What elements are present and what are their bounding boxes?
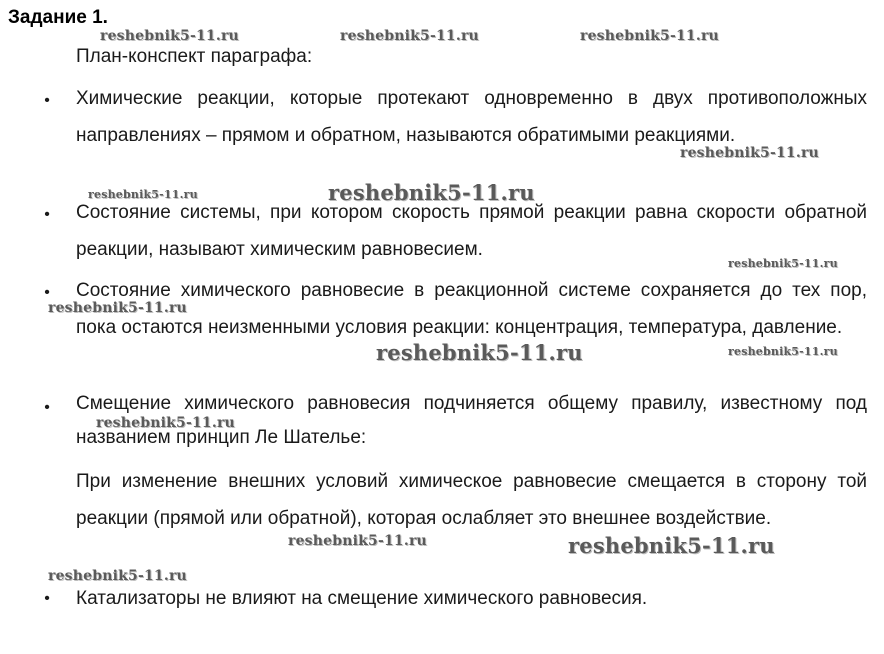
list-item: Состояние системы, при котором скорость прямой реакции равна скорости обратной реакции, называют химическим равновесием. [76, 202, 867, 260]
watermark: reshebnik5-11.ru [568, 533, 775, 558]
watermark: reshebnik5-11.ru [48, 568, 187, 584]
list-item: Катализаторы не влияют на смещение химического равновесия. [76, 588, 648, 609]
watermark: reshebnik5-11.ru [48, 300, 187, 316]
list-item: Смещение химического равновесия подчиняется общему правилу, известному под названием принцип Ле Шателье: [76, 393, 867, 448]
watermark: reshebnik5-11.ru [96, 415, 235, 431]
task-title: Задание 1. [8, 7, 108, 28]
bullet: • [44, 399, 50, 416]
watermark: reshebnik5-11.ru [728, 345, 838, 358]
watermark: reshebnik5-11.ru [288, 533, 427, 549]
watermark: reshebnik5-11.ru [728, 257, 838, 270]
watermark: reshebnik5-11.ru [340, 28, 479, 44]
watermark: reshebnik5-11.ru [680, 145, 819, 161]
watermark: reshebnik5-11.ru [100, 28, 239, 44]
watermark: reshebnik5-11.ru [376, 340, 583, 365]
principle-text: При изменение внешних условий химическое равновесие смещается в сторону той реакции (прямой или обратной), которая ослабляет это внешнее воздействие. [76, 471, 867, 529]
bullet: • [44, 206, 50, 223]
list-item: Химические реакции, которые протекают одновременно в двух противоположных направлениях – прямом и обратном, называются обратимыми реакциями. [76, 88, 867, 146]
list-item: Состояние химического равновесие в реакционной системе сохраняется до тех пор, пока остаются неизменными условия реакции: концентрация, температура, давление. [76, 280, 867, 338]
watermark: reshebnik5-11.ru [88, 188, 198, 201]
bullet: • [44, 590, 50, 607]
watermark: reshebnik5-11.ru [328, 180, 535, 205]
watermark: reshebnik5-11.ru [580, 28, 719, 44]
bullet: • [44, 92, 50, 109]
outline-subtitle: План-конспект параграфа: [76, 46, 313, 67]
bullet: • [44, 284, 50, 301]
